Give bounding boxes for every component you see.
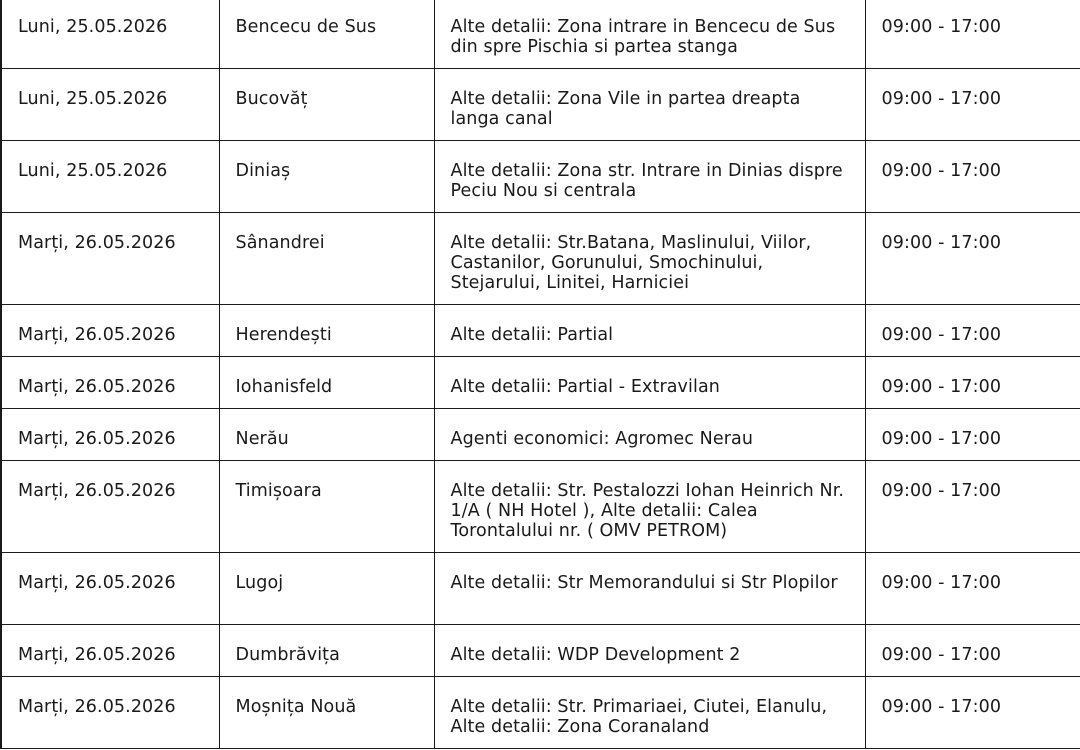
details-cell: Alte detalii: Str. Pestalozzi Iohan Heinrich Nr. 1/A ( NH Hotel ), Alte detalii: Calea Torontalului nr. ( OMV PETROM) <box>434 461 865 553</box>
details-cell: Alte detalii: Partial <box>434 305 865 357</box>
details-cell: Alte detalii: Zona Vile in partea dreapta langa canal <box>434 69 865 141</box>
details-cell: Agenti economici: Agromec Nerau <box>434 409 865 461</box>
time-cell: 09:00 - 17:00 <box>865 677 1080 749</box>
details-cell: Alte detalii: Str. Primariaei, Ciutei, Elanulu, Alte detalii: Zona Coranaland <box>434 677 865 749</box>
details-cell: Alte detalii: Str.Batana, Maslinului, Viilor, Castanilor, Gorunului, Smochinului, Stejarului, Linitei, Harniciei <box>434 213 865 305</box>
location-cell: Iohanisfeld <box>219 357 434 409</box>
table-row <box>1 213 1080 305</box>
table-row <box>1 677 1080 749</box>
table-row <box>1 553 1080 625</box>
details-cell: Alte detalii: WDP Development 2 <box>434 625 865 677</box>
location-cell: Dumbrăvița <box>219 625 434 677</box>
date-cell: Marți, 26.05.2026 <box>1 677 219 749</box>
date-cell: Marți, 26.05.2026 <box>1 305 219 357</box>
table-row <box>1 357 1080 409</box>
date-cell: Marți, 26.05.2026 <box>1 461 219 553</box>
location-cell: Bencecu de Sus <box>219 0 434 69</box>
location-cell: Herendești <box>219 305 434 357</box>
date-cell: Luni, 25.05.2026 <box>1 69 219 141</box>
location-cell: Bucovăț <box>219 69 434 141</box>
date-cell: Marți, 26.05.2026 <box>1 625 219 677</box>
date-cell: Marți, 26.05.2026 <box>1 409 219 461</box>
table-row <box>1 461 1080 553</box>
time-cell: 09:00 - 17:00 <box>865 0 1080 69</box>
time-cell: 09:00 - 17:00 <box>865 69 1080 141</box>
date-cell: Luni, 25.05.2026 <box>1 0 219 69</box>
table-row <box>1 305 1080 357</box>
table-row <box>1 625 1080 677</box>
location-cell: Moșnița Nouă <box>219 677 434 749</box>
date-cell: Marți, 26.05.2026 <box>1 357 219 409</box>
time-cell: 09:00 - 17:00 <box>865 141 1080 213</box>
time-cell: 09:00 - 17:00 <box>865 409 1080 461</box>
location-cell: Sânandrei <box>219 213 434 305</box>
table-row <box>1 69 1080 141</box>
location-cell: Nerău <box>219 409 434 461</box>
time-cell: 09:00 - 17:00 <box>865 305 1080 357</box>
time-cell: 09:00 - 17:00 <box>865 357 1080 409</box>
time-cell: 09:00 - 17:00 <box>865 553 1080 625</box>
location-cell: Lugoj <box>219 553 434 625</box>
time-cell: 09:00 - 17:00 <box>865 213 1080 305</box>
table-row <box>1 0 1080 69</box>
date-cell: Marți, 26.05.2026 <box>1 213 219 305</box>
table-row <box>1 409 1080 461</box>
location-cell: Timișoara <box>219 461 434 553</box>
date-cell: Marți, 26.05.2026 <box>1 553 219 625</box>
details-cell: Alte detalii: Zona intrare in Bencecu de Sus din spre Pischia si partea stanga <box>434 0 865 69</box>
location-cell: Diniaș <box>219 141 434 213</box>
details-cell: Alte detalii: Zona str. Intrare in Dinias dispre Peciu Nou si centrala <box>434 141 865 213</box>
details-cell: Alte detalii: Partial - Extravilan <box>434 357 865 409</box>
details-cell: Alte detalii: Str Memorandului si Str Plopilor <box>434 553 865 625</box>
date-cell: Luni, 25.05.2026 <box>1 141 219 213</box>
time-cell: 09:00 - 17:00 <box>865 625 1080 677</box>
table-row <box>1 141 1080 213</box>
time-cell: 09:00 - 17:00 <box>865 461 1080 553</box>
